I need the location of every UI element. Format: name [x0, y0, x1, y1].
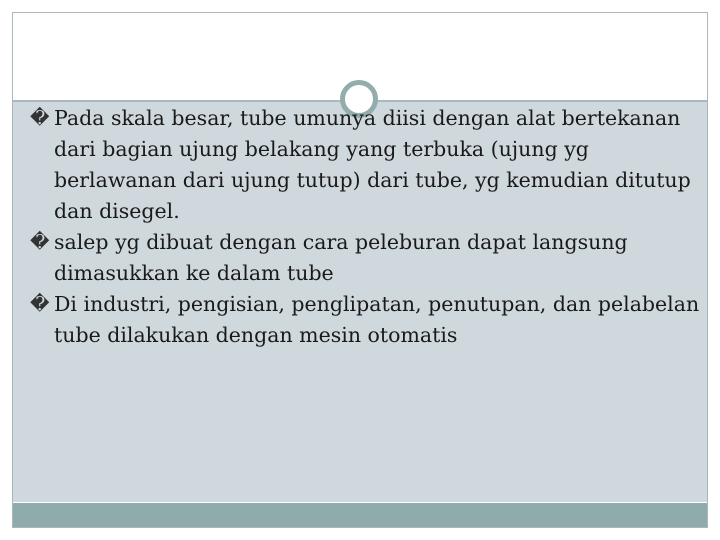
bullet-item [30, 289, 700, 351]
bullet-item [30, 103, 700, 227]
bullet-list [30, 103, 700, 351]
bullet-text: salep yg dibuat dengan cara peleburan dapat langsung dimasukkan ke dalam tube [54, 230, 628, 285]
bullet-text: Pada skala besar, tube umunya diisi dengan alat bertekanan dari bagian ujung belakang yang terbuka (ujung yg berlawanan dari ujung tutup) dari tube, yg kemudian ditutup dan disegel. [54, 106, 691, 223]
bullet-text: Di industri, pengisian, penglipatan, penutupan, dan pelabelan tube dilakukan dengan mesin otomatis [54, 292, 700, 347]
bullet-marker: � [30, 293, 50, 315]
bullet-marker: � [30, 107, 50, 129]
bullet-item [30, 227, 700, 289]
bullet-marker: � [30, 231, 50, 253]
